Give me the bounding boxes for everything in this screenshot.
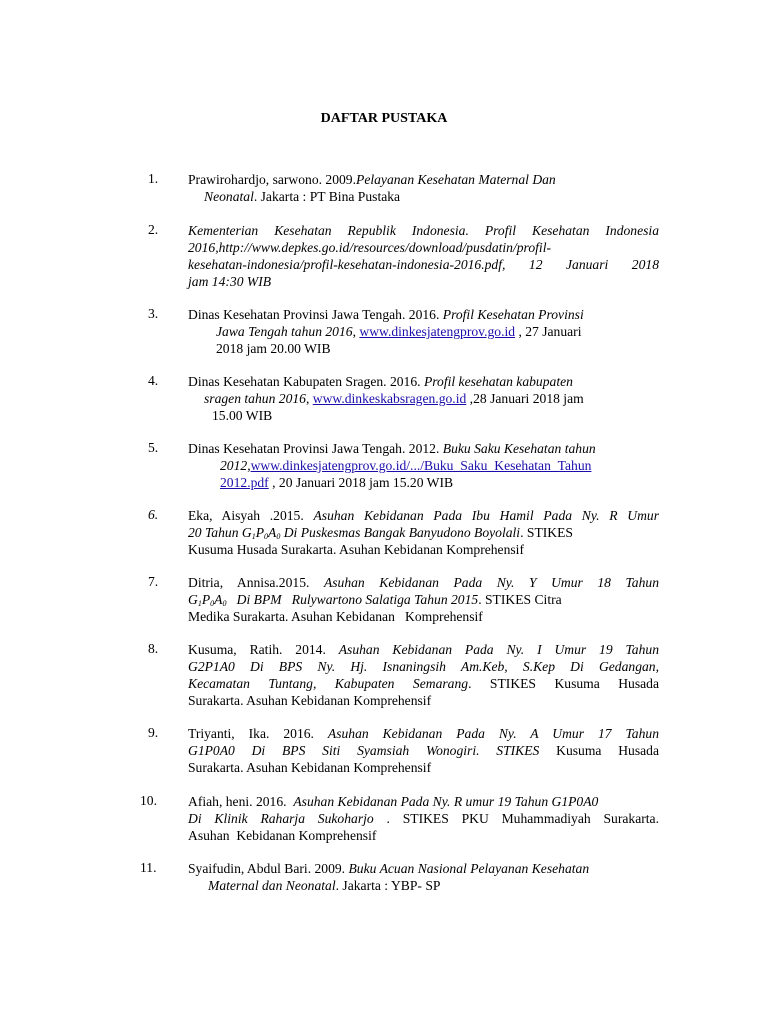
subscript: 0 bbox=[264, 532, 269, 541]
reference-title: Profil kesehatan kabupaten bbox=[423, 374, 573, 389]
reference-text: Ditria, Annisa.2015. bbox=[188, 575, 324, 590]
reference-text: Kusuma, Ratih. 2014. bbox=[188, 642, 339, 657]
reference-text: Syaifudin, Abdul Bari. 2009. bbox=[188, 861, 349, 876]
reference-title: A bbox=[214, 592, 223, 607]
reference-title: P bbox=[255, 525, 265, 540]
reference-title: Jawa Tengah tahun 2016 bbox=[216, 324, 353, 339]
reference-title: Buku Acuan Nasional Pelayanan Kesehatan bbox=[348, 861, 590, 876]
reference-title: Asuhan Kebidanan Pada Ny. R umur 19 Tahun G1P0A0 bbox=[293, 794, 599, 809]
reference-title: 20 Tahun G bbox=[188, 525, 252, 540]
reference-number: 7. bbox=[148, 574, 159, 589]
reference-title: Di Klinik Raharja Sukoharjo bbox=[188, 811, 374, 826]
reference-number: 10. bbox=[140, 793, 157, 808]
reference-text: Dinas Kesehatan Provinsi Jawa Tengah. 2016. bbox=[188, 307, 443, 322]
reference-number: 11. bbox=[140, 860, 157, 875]
reference-3 bbox=[148, 306, 659, 357]
reference-title: Buku Saku Kesehatan tahun bbox=[442, 441, 596, 456]
reference-text: Eka, Aisyah .2015. bbox=[188, 508, 314, 523]
reference-title: G bbox=[188, 592, 198, 607]
reference-11 bbox=[140, 860, 659, 894]
reference-text: Surakarta. Asuhan Kebidanan Komprehensif bbox=[188, 693, 432, 708]
reference-number: 6. bbox=[148, 507, 159, 522]
reference-text: Prawirohardjo, sarwono. 2009. bbox=[188, 172, 357, 187]
reference-6 bbox=[148, 507, 659, 558]
reference-title: A bbox=[268, 525, 277, 540]
reference-5 bbox=[148, 440, 659, 491]
reference-number: 3. bbox=[148, 306, 159, 321]
subscript: 0 bbox=[222, 599, 227, 608]
reference-title: P bbox=[201, 592, 211, 607]
reference-text: , 20 Januari 2018 jam 15.20 WIB bbox=[268, 475, 454, 490]
reference-text: ,28 Januari 2018 jam bbox=[466, 391, 584, 406]
reference-title: G1P0A0 Di BPS Siti Syamsiah Wonogiri. STIKES bbox=[188, 743, 540, 758]
subscript: 1 bbox=[197, 599, 202, 608]
reference-text: 2016,http://www.depkes.go.id/resources/download/pusdatin/profil- bbox=[188, 240, 551, 255]
reference-title: Di Puskesmas Bangak Banyudono Boyolali bbox=[280, 525, 521, 540]
reference-number: 9. bbox=[148, 725, 159, 740]
reference-title: Kecamatan Tuntang, Kabupaten Semarang bbox=[188, 676, 469, 691]
reference-text: Asuhan Kebidanan Komprehensif bbox=[188, 828, 377, 843]
reference-text: Kusuma Husada bbox=[539, 743, 659, 758]
reference-text: . STIKES Kusuma Husada bbox=[468, 676, 659, 691]
reference-text: jam 14:30 WIB bbox=[188, 274, 272, 289]
page-title: DAFTAR PUSTAKA bbox=[320, 111, 448, 126]
reference-number: 2. bbox=[148, 222, 159, 237]
reference-text: Kusuma Husada Surakarta. Asuhan Kebidanan Komprehensif bbox=[188, 542, 524, 557]
reference-text: Triyanti, Ika. 2016. bbox=[188, 726, 328, 741]
reference-text: . Jakarta : YBP- SP bbox=[335, 878, 441, 893]
subscript: 0 bbox=[276, 532, 281, 541]
reference-link[interactable]: www.dinkesjatengprov.go.id/.../Buku_Saku_Kesehatan_Tahun bbox=[250, 458, 592, 473]
reference-2 bbox=[148, 222, 659, 290]
reference-title: Asuhan Kebidanan Pada Ny. I Umur 19 Tahun bbox=[338, 642, 659, 657]
reference-text: , bbox=[305, 391, 313, 406]
reference-text: 15.00 WIB bbox=[212, 408, 273, 423]
reference-number: 8. bbox=[148, 641, 159, 656]
reference-text: . STIKES Citra bbox=[478, 592, 562, 607]
reference-title: Neonatal bbox=[204, 189, 254, 204]
reference-10 bbox=[140, 793, 659, 844]
reference-link[interactable]: 2012.pdf bbox=[220, 475, 269, 490]
reference-text: kesehatan-indonesia/profil-kesehatan-indonesia-2016.pdf, 12 Januari 2018 bbox=[188, 257, 659, 272]
reference-title: Asuhan Kebidanan Pada Ny. Y Umur 18 Tahun bbox=[323, 575, 659, 590]
reference-number: 4. bbox=[148, 373, 159, 388]
reference-text: , 27 Januari bbox=[515, 324, 582, 339]
reference-title: Maternal dan Neonatal bbox=[208, 878, 336, 893]
reference-7 bbox=[148, 574, 659, 625]
reference-title: G2P1A0 Di BPS Ny. Hj. Isnaningsih Am.Keb, S.Kep Di Gedangan, bbox=[188, 659, 659, 674]
reference-text: . Jakarta : PT Bina Pustaka bbox=[253, 189, 401, 204]
subscript: 0 bbox=[210, 599, 215, 608]
reference-title: Profil Kesehatan Provinsi bbox=[442, 307, 584, 322]
reference-text: . STIKES bbox=[520, 525, 573, 540]
reference-text: , bbox=[352, 324, 360, 339]
reference-text: Dinas Kesehatan Kabupaten Sragen. 2016. bbox=[188, 374, 424, 389]
reference-text: Surakarta. Asuhan Kebidanan Komprehensif bbox=[188, 760, 432, 775]
reference-link[interactable]: www.dinkeskabsragen.go.id bbox=[312, 391, 467, 406]
reference-title: sragen tahun 2016 bbox=[204, 391, 306, 406]
reference-text: 2018 jam 20.00 WIB bbox=[216, 341, 331, 356]
reference-title: Asuhan Kebidanan Pada Ibu Hamil Pada Ny. R Umur bbox=[313, 508, 659, 523]
reference-text: Kementerian Kesehatan Republik Indonesia. Profil Kesehatan Indonesia bbox=[188, 223, 659, 238]
reference-8 bbox=[148, 641, 659, 709]
reference-9 bbox=[148, 725, 659, 776]
reference-text: Dinas Kesehatan Provinsi Jawa Tengah. 2012. bbox=[188, 441, 443, 456]
reference-title: Asuhan Kebidanan Pada Ny. A Umur 17 Tahun bbox=[327, 726, 659, 741]
reference-number: 5. bbox=[148, 440, 159, 455]
reference-4 bbox=[148, 373, 659, 424]
reference-text: , bbox=[247, 458, 251, 473]
reference-text: Afiah, heni. 2016. bbox=[188, 794, 294, 809]
reference-text: Medika Surakarta. Asuhan Kebidanan Komprehensif bbox=[188, 609, 483, 624]
reference-title: Di BPM Rulywartono Salatiga Tahun 2015 bbox=[226, 592, 479, 607]
reference-text: . STIKES PKU Muhammadiyah Surakarta. bbox=[373, 811, 659, 826]
reference-number: 1. bbox=[148, 171, 159, 186]
subscript: 1 bbox=[251, 532, 256, 541]
reference-title: Pelayanan Kesehatan Maternal Dan bbox=[356, 172, 556, 187]
reference-1 bbox=[148, 171, 659, 205]
reference-title: 2012 bbox=[220, 458, 248, 473]
reference-link[interactable]: www.dinkesjatengprov.go.id bbox=[359, 324, 516, 339]
